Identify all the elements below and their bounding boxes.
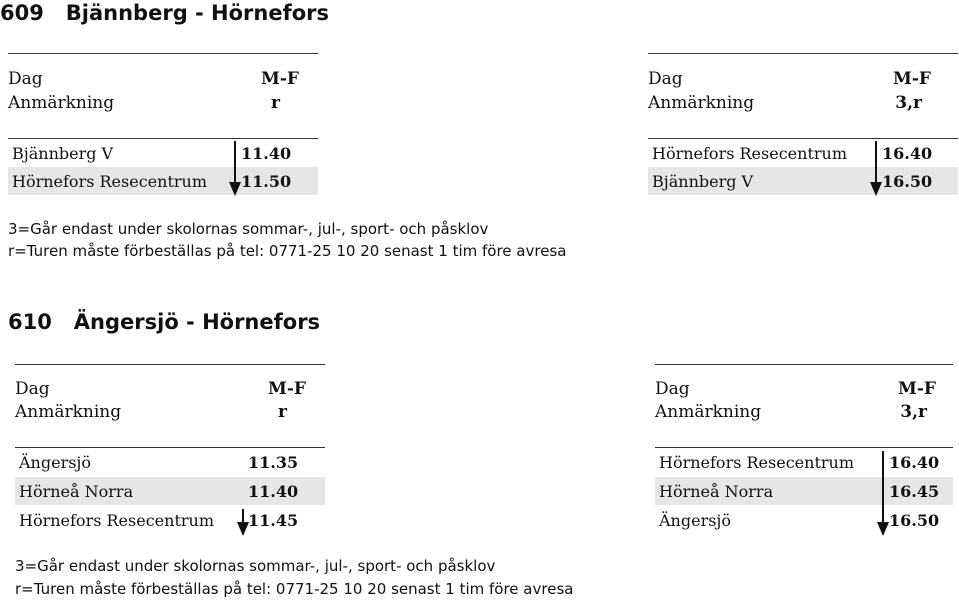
table-row: [655, 477, 953, 505]
table-row: [8, 167, 318, 195]
dag-value: M-F: [268, 379, 306, 399]
anmarkning-value: 3,r: [895, 93, 922, 113]
stop-name: Hörnefors Resecentrum: [659, 453, 854, 472]
anmarkning-row: [8, 93, 318, 117]
dag-value: M-F: [893, 69, 931, 89]
departure-time: 16.40: [882, 144, 933, 163]
direction-line: [882, 451, 884, 524]
route-name: Ängersjö - Hörnefors: [73, 310, 321, 334]
table-row: [648, 139, 958, 167]
anmarkning-label: Anmärkning: [8, 93, 115, 113]
departure-time: 16.45: [889, 482, 940, 501]
dag-row: [655, 379, 953, 403]
departure-time: 11.45: [248, 511, 299, 530]
stop-name: Bjännberg V: [12, 144, 114, 163]
divider: [655, 364, 953, 365]
direction-arrow-icon: [229, 182, 241, 196]
divider: [648, 53, 958, 54]
departure-time: 16.50: [889, 511, 940, 530]
anmarkning-row: [648, 93, 958, 117]
departure-time: 11.40: [241, 144, 292, 163]
dag-label: Dag: [15, 379, 50, 399]
route-number: 609: [0, 1, 44, 25]
footnote: r=Turen måste förbeställas på tel: 0771-25 10 20 senast 1 tim före avresa: [8, 242, 567, 260]
departure-time: 16.50: [882, 172, 933, 191]
table-row: [648, 167, 958, 195]
dag-label: Dag: [648, 69, 683, 89]
anmarkning-value: r: [271, 93, 280, 113]
table-row: [15, 477, 325, 505]
route-title: [0, 1, 329, 25]
anmarkning-value: 3,r: [900, 402, 927, 422]
direction-arrow-icon: [877, 522, 889, 536]
direction-arrow-icon: [870, 182, 882, 196]
anmarkning-label: Anmärkning: [655, 402, 762, 422]
dag-row: [648, 69, 958, 93]
footnote: r=Turen måste förbeställas på tel: 0771-25 10 20 senast 1 tim före avresa: [15, 580, 574, 598]
table-row: [15, 448, 325, 476]
table-row: [8, 139, 318, 167]
table-row: [655, 506, 953, 534]
stop-name: Hörneå Norra: [19, 482, 134, 501]
stop-name: Hörnefors Resecentrum: [652, 144, 847, 163]
route-name: Bjännberg - Hörnefors: [65, 1, 330, 25]
stop-name: Hörnefors Resecentrum: [19, 511, 214, 530]
stop-name: Hörneå Norra: [659, 482, 774, 501]
footnote: 3=Går endast under skolornas sommar-, jul-, sport- och påsklov: [8, 220, 489, 238]
footnote: 3=Går endast under skolornas sommar-, jul-, sport- och påsklov: [15, 557, 496, 575]
dag-label: Dag: [8, 69, 43, 89]
dag-label: Dag: [655, 379, 690, 399]
dag-row: [8, 69, 318, 93]
departure-time: 11.40: [248, 482, 299, 501]
direction-line: [875, 141, 877, 183]
dag-value: M-F: [898, 379, 936, 399]
table-row: [15, 506, 325, 534]
anmarkning-label: Anmärkning: [648, 93, 755, 113]
departure-time: 11.50: [241, 172, 292, 191]
anmarkning-row: [655, 402, 953, 426]
departure-time: 16.40: [889, 453, 940, 472]
route-number: 610: [8, 310, 52, 334]
direction-arrow-icon: [237, 522, 249, 536]
divider: [8, 53, 318, 54]
dag-row: [15, 379, 325, 403]
stop-name: Ängersjö: [19, 453, 92, 472]
divider: [15, 364, 325, 365]
anmarkning-value: r: [278, 402, 287, 422]
direction-line: [234, 141, 236, 183]
stop-name: Hörnefors Resecentrum: [12, 172, 207, 191]
stop-name: Bjännberg V: [652, 172, 754, 191]
stop-name: Ängersjö: [659, 511, 732, 530]
anmarkning-label: Anmärkning: [15, 402, 122, 422]
dag-value: M-F: [261, 69, 299, 89]
departure-time: 11.35: [248, 453, 299, 472]
route-title: [8, 310, 320, 334]
anmarkning-row: [15, 402, 325, 426]
table-row: [655, 448, 953, 476]
